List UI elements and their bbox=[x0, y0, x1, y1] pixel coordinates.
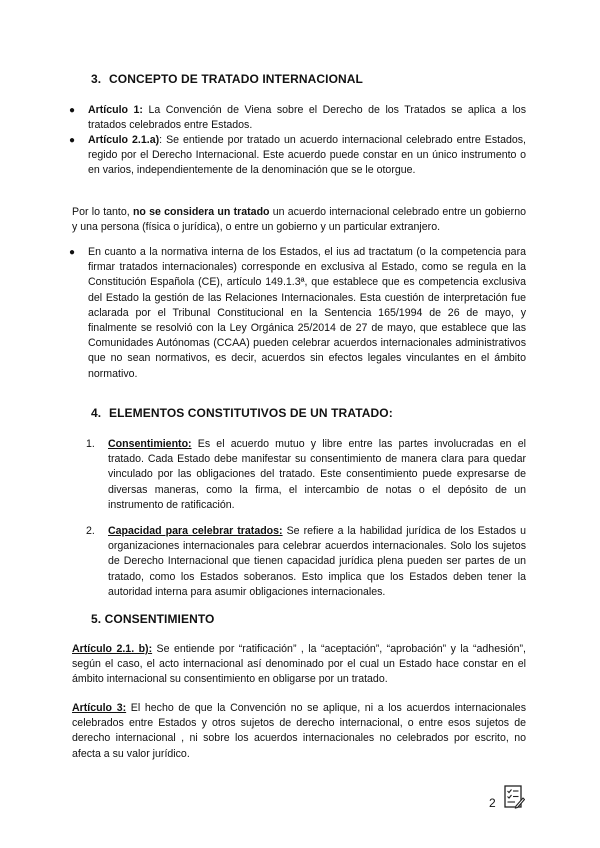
section-3-title: CONCEPTO DE TRATADO INTERNACIONAL bbox=[109, 72, 363, 86]
paragraph-no-tratado bbox=[72, 205, 526, 235]
paragraph-bold: no se considera un tratado bbox=[132, 206, 270, 218]
section-5-heading: 5. CONSENTIMIENTO bbox=[91, 612, 215, 626]
section-4-heading bbox=[91, 406, 393, 421]
consentimiento-text: Es el acuerdo mutuo y libre entre las partes involucradas en el tratado. Cada Estado debe manifestar su consentimiento de manera clara para quedar vinculado por las obligaciones del tratado. Este consentimiento puede expresarse de diversas maneras, como la firma, el intercambio de notas o el depósito de un instrumento de ratificación. bbox=[108, 438, 526, 511]
document-checklist-icon bbox=[503, 784, 525, 810]
bullet-dot-icon: ● bbox=[69, 247, 76, 258]
bullet-article-2-1-a bbox=[69, 133, 527, 179]
paragraph-article-3 bbox=[72, 701, 526, 762]
article-2-1-a-text: : Se entiende por tratado un acuerdo internacional celebrado entre Estados, regido por el Derecho Internacional. Este acuerdo puede constar en un único instrumento o en varios, independientemente de la denominación que se le otorgue. bbox=[88, 134, 527, 177]
article-2-1-b-label: Artículo 2.1. b): bbox=[72, 643, 153, 655]
section-4-number: 4. bbox=[91, 406, 102, 420]
section-3-number: 3. bbox=[91, 72, 102, 86]
paragraph-article-2-1-b bbox=[72, 642, 526, 688]
bullet-dot-icon: ● bbox=[69, 105, 76, 116]
list-number: 2. bbox=[86, 525, 95, 537]
capacidad-text: Se refiere a la habilidad jurídica de los Estados u organizaciones internacionales para celebrar acuerdos internacionales. Solo los sujetos de Derecho Internacional que tienen capacidad jurídica plena pueden ser partes de un tratado, como los Estados soberanos. Esto implica que los Estados deben tener la autoridad interna para asumir obligaciones internacionales. bbox=[108, 525, 526, 598]
article-3-label: Artículo 3: bbox=[72, 702, 127, 714]
article-1-label: Artículo 1: bbox=[88, 104, 143, 116]
paragraph-suffix: un acuerdo internacional celebrado entre un gobierno y una persona (física o jurídica), o entre un gobierno y un particular extranjero. bbox=[72, 206, 526, 234]
consentimiento-label: Consentimiento: bbox=[108, 438, 192, 450]
section-4-title: ELEMENTOS CONSTITUTIVOS DE UN TRATADO: bbox=[109, 406, 393, 420]
article-2-1-b-text: Se entiende por “ratificación” , la “aceptación”, “aprobación” y la “adhesión”, según el caso, el acto internacional así denominado por el cual un Estado hace constar en el ámbito internacional su consentimiento en obligarse por un tratado. bbox=[72, 643, 527, 686]
normativa-interna-text: En cuanto a la normativa interna de los Estados, el ius ad tractatum (o la competencia para firmar tratados internacionales) corresponde en exclusiva al Estado, como se regula en la Constitución Española (CE), artículo 149.1.3ª, que establece que es competencia exclusiva del Estado la gestión de las Relaciones Internacionales. Esta cuestión de interpretación fue aclarada por el Tribunal Constitucional en la Sentencia 165/1994 de 26 de mayo, y finalmente se resolvió con la Ley Orgánica 25/2014 de 27 de mayo, que establece que las Comunidades Autónomas (CCAA) pueden celebrar acuerdos internacionales administrativos que no sean normativos, es decir, acuerdos sin efectos legales vinculantes en el ámbito normativo. bbox=[88, 246, 526, 380]
section-3-heading bbox=[91, 72, 363, 87]
paragraph-prefix: Por lo tanto, bbox=[72, 206, 133, 218]
bullet-normativa-interna bbox=[69, 245, 526, 382]
page-number: 2 bbox=[489, 796, 496, 810]
bullet-dot-icon: ● bbox=[69, 135, 76, 146]
list-item-capacidad bbox=[86, 524, 526, 600]
list-item-consentimiento bbox=[86, 437, 526, 513]
article-3-text: El hecho de que la Convención no se aplique, ni a los acuerdos internacionales celebrados entre Estados y otros sujetos de derecho internacional, o entre esos sujetos de derecho internacional , ni sobre los acuerdos internacionales no celebrados por escrito, no afecta a su valor jurídico. bbox=[72, 702, 526, 760]
article-1-text: La Convención de Viena sobre el Derecho de los Tratados se aplica a los tratados celebrados entre Estados. bbox=[88, 104, 527, 132]
capacidad-label: Capacidad para celebrar tratados: bbox=[108, 525, 283, 537]
list-number: 1. bbox=[86, 438, 95, 450]
article-2-1-a-label: Artículo 2.1.a) bbox=[88, 134, 160, 146]
bullet-article-1 bbox=[69, 103, 527, 133]
